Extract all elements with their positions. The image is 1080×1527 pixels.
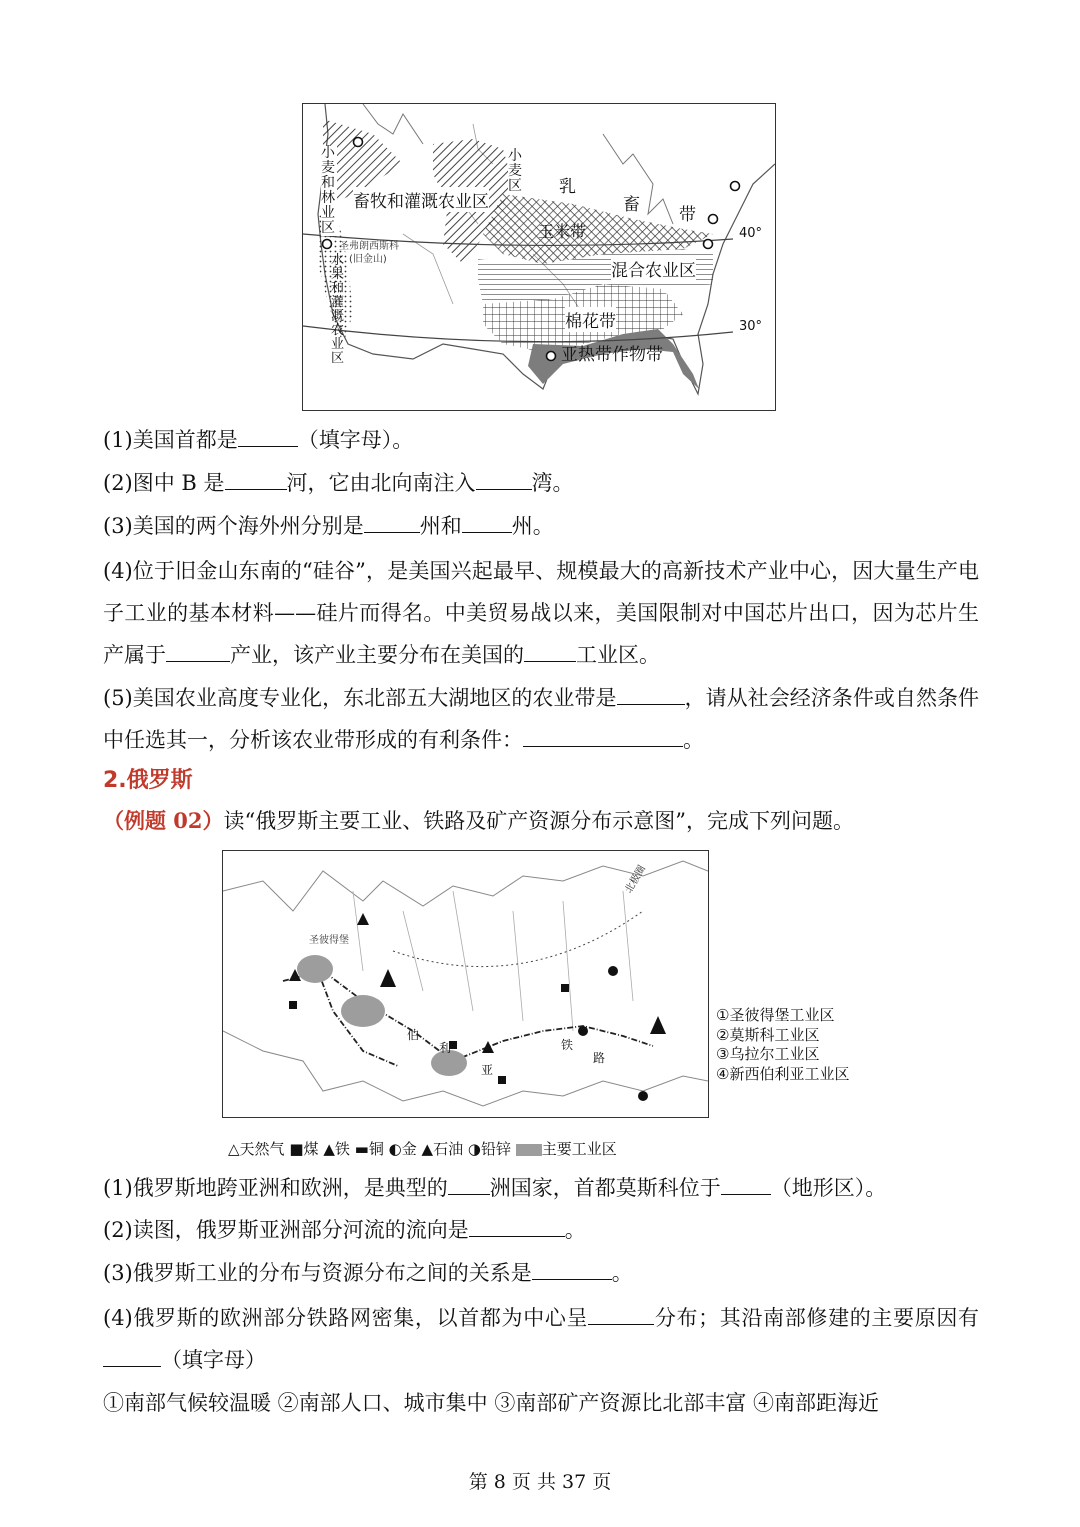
iron-icon: ▲ <box>323 1140 335 1158</box>
gold-icon: ◐ <box>388 1140 402 1158</box>
lead-zinc-icon <box>638 1091 648 1101</box>
city-marker <box>709 215 718 224</box>
legend-item: ①圣彼得堡工业区 <box>716 1006 835 1024</box>
us-question-3: (3)美国的两个海外州分别是 州和 州。 <box>103 514 554 538</box>
region-label: 玉米带 <box>538 222 587 241</box>
railway-char: 路 <box>593 1051 606 1065</box>
legend-item: ②莫斯科工业区 <box>716 1025 820 1044</box>
vertical-region-label: 水果和灌溉农业区 <box>331 253 345 366</box>
section-heading: 2.俄罗斯 <box>103 768 193 793</box>
iron-icon <box>482 1041 494 1053</box>
lead-zinc-icon: ◑ <box>467 1140 481 1158</box>
answer-blank[interactable] <box>532 1259 612 1280</box>
us-question-4: (4)位于旧金山东南的“硅谷”，是美国兴起最早、规模最大的高新技术产业中心，因大量生产电子工业的基本材料——硅片而得名。中美贸易战以来，美国限制对中国芯片出口，因为芯片生产属于 产业，该产业主要分布在美国的 工业区。 <box>103 559 979 667</box>
region-label: 畜牧和灌溉农业区 <box>353 187 489 212</box>
region-label: 亚热带作物带 <box>561 345 663 365</box>
vertical-region-label: 小麦区 <box>508 148 522 194</box>
ru-question-3: (3)俄罗斯工业的分布与资源分布之间的关系是 。 <box>103 1261 633 1285</box>
russia-coastline <box>223 861 708 1106</box>
coal-icon: ■ <box>289 1140 304 1158</box>
railway-char: 铁 <box>561 1038 574 1052</box>
city-marker <box>731 182 740 191</box>
industrial-zone-saint-petersburg <box>297 955 333 983</box>
answer-blank[interactable] <box>523 726 683 747</box>
latitude-label: 30° <box>739 319 763 334</box>
answer-blank[interactable] <box>524 641 576 662</box>
city-label: 圣彼得堡 <box>309 935 349 946</box>
industrial-zone-swatch <box>516 1144 542 1156</box>
latitude-label: 40° <box>739 226 763 241</box>
answer-blank[interactable] <box>617 684 685 705</box>
ru-question-4: (4)俄罗斯的欧洲部分铁路网密集，以首都为中心呈 分布；其沿南部修建的主要原因有（填字母） <box>103 1306 980 1372</box>
answer-blank[interactable] <box>462 512 512 533</box>
gold-icon <box>608 966 618 976</box>
us-question-2: (2)图中 B 是 河，它由北向南注入 湾。 <box>103 471 574 495</box>
page-footer: 第 8 页 共 37 页 <box>468 1471 612 1493</box>
arctic-circle-label: 北极圈 <box>623 863 648 896</box>
answer-blank[interactable] <box>238 426 298 447</box>
railway-char: 伯 <box>407 1028 420 1042</box>
city-marker <box>354 138 363 147</box>
city-label: (旧金山) <box>349 254 387 265</box>
coal-icon <box>561 984 569 992</box>
answer-blank[interactable] <box>721 1174 771 1195</box>
industrial-zone-legend <box>716 1006 849 1084</box>
city-marker <box>547 352 556 361</box>
us-question-5: (5)美国农业高度专业化，东北部五大湖地区的农业带是 ，请从社会经济条件或自然条件中任选其一，分析该农业带形成的有利条件： 。 <box>103 686 980 752</box>
industrial-zone-ural <box>341 995 385 1027</box>
example-prompt: （例题 02）读“俄罗斯主要工业、铁路及矿产资源分布示意图”，完成下列问题。 <box>103 808 855 833</box>
answer-blank[interactable] <box>364 512 420 533</box>
russia-industry-map <box>222 850 709 1118</box>
resource-legend: △天然气 ■煤 ▲铁 ▬铜 ◐金 ▲石油 ◑铅锌 主要工业区 <box>228 1140 617 1158</box>
railway-char: 亚 <box>481 1063 494 1077</box>
city-label: 圣弗朗西斯科 <box>339 241 399 252</box>
oil-icon <box>380 969 396 987</box>
example-tag: （例题 02） <box>103 808 224 833</box>
legend-item: ③乌拉尔工业区 <box>716 1045 820 1063</box>
ru-question-1: (1)俄罗斯地跨亚洲和欧洲，是典型的 洲国家，首都莫斯科位于 （地形区）。 <box>103 1176 887 1200</box>
answer-blank[interactable] <box>103 1346 161 1367</box>
answer-blank[interactable] <box>166 641 230 662</box>
russia-rivers <box>353 891 633 1031</box>
vertical-region-label: 小麦和林业区 <box>321 145 335 236</box>
dairy-belt-char: 乳 <box>559 177 576 197</box>
coal-icon <box>498 1076 506 1084</box>
coal-icon <box>289 1001 297 1009</box>
dairy-belt-char: 带 <box>679 205 696 225</box>
region-label: 混合农业区 <box>611 256 696 281</box>
answer-blank[interactable] <box>588 1304 654 1325</box>
dairy-belt-char: 畜 <box>623 195 640 215</box>
answer-blank[interactable] <box>476 469 532 490</box>
answer-blank[interactable] <box>225 469 287 490</box>
gas-icon: △ <box>228 1140 240 1158</box>
oil-icon <box>650 1016 666 1034</box>
region-label: 棉花带 <box>565 307 616 332</box>
city-marker <box>323 240 332 249</box>
railway-char: 利 <box>439 1041 452 1055</box>
ru-question-2: (2)读图，俄罗斯亚洲部分河流的流向是 。 <box>103 1218 586 1242</box>
us-agriculture-map <box>302 103 776 411</box>
answer-blank[interactable] <box>448 1174 490 1195</box>
legend-item: ④新西伯利亚工业区 <box>716 1064 850 1083</box>
answer-blank[interactable] <box>469 1216 565 1237</box>
iron-icon <box>357 913 369 925</box>
us-question-1: (1)美国首都是 （填字母）。 <box>103 428 414 452</box>
copper-icon: ▬ <box>354 1140 369 1158</box>
oil-icon: ▲ <box>421 1140 434 1158</box>
gold-icon <box>578 1026 588 1036</box>
city-marker <box>704 240 713 249</box>
ru-question-4-options: ①南部气候较温暖 ②南部人口、城市集中 ③南部矿产资源比北部丰富 ④南部距海近 <box>103 1391 880 1415</box>
arctic-circle-line <box>393 911 643 967</box>
